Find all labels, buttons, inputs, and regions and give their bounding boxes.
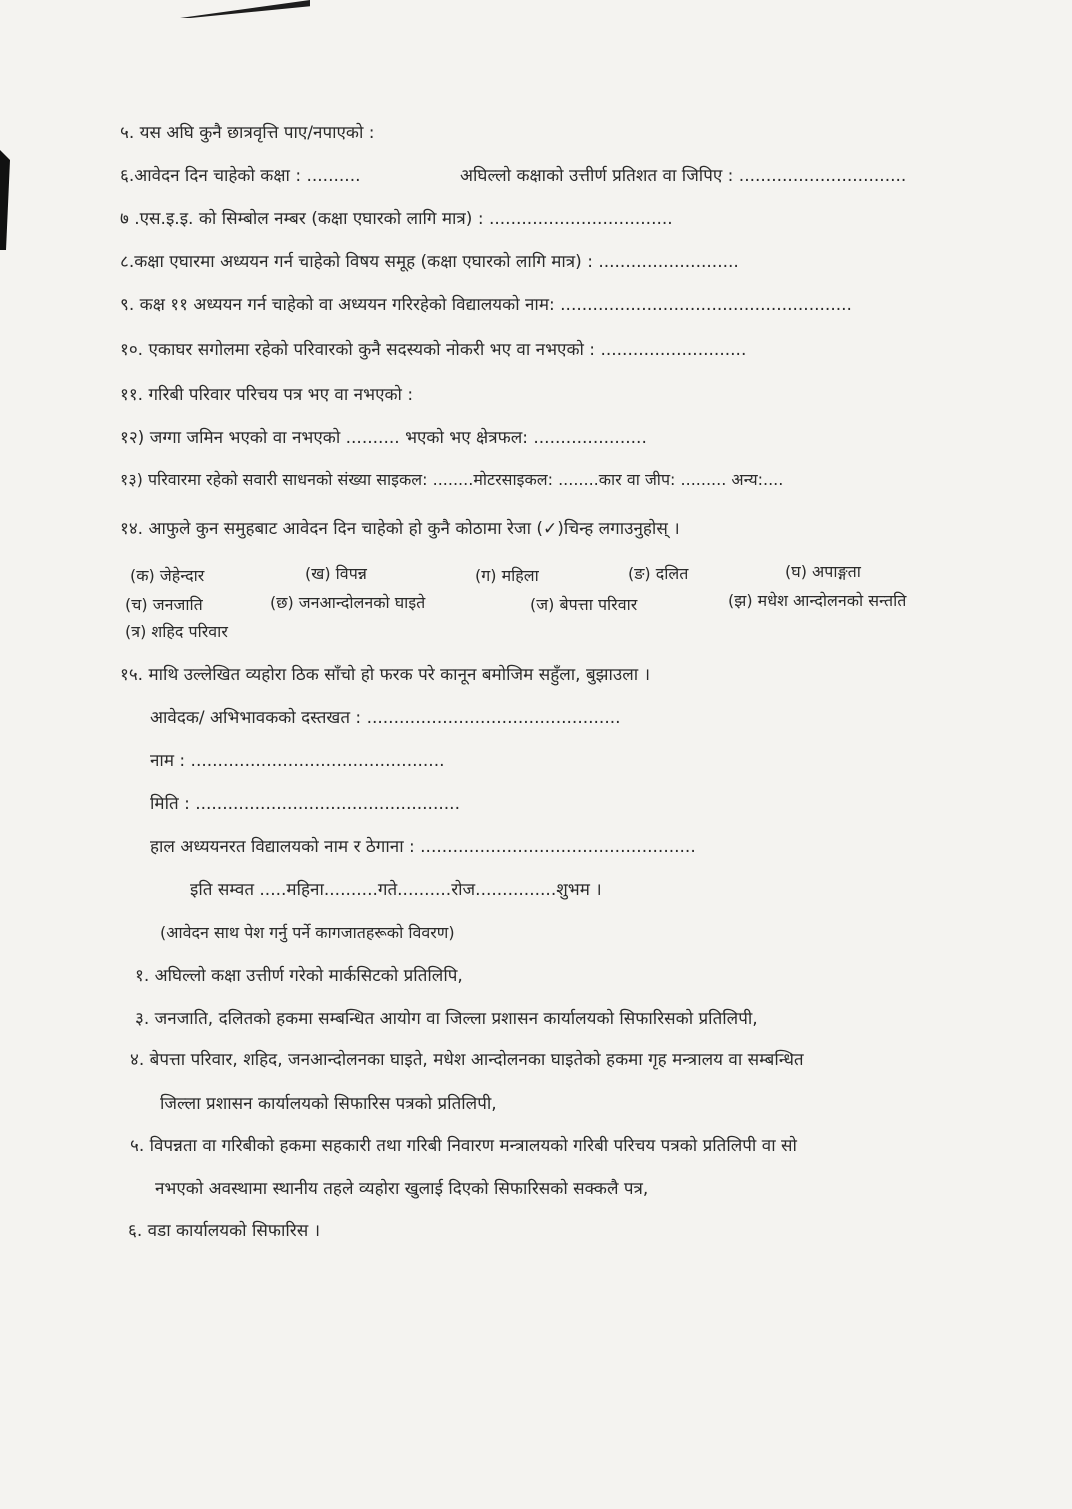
scan-left-edge [0, 150, 10, 250]
school-address-line: हाल अध्ययनरत विद्यालयको नाम र ठेगाना : ................................................... [150, 837, 696, 857]
item-13: १३) परिवारमा रहेको सवारी साधनको संख्या साइकल: ........मोटरसाइकल: ........कार वा जीप: ......... अन्य:.... [120, 470, 784, 489]
item-9: ९. कक्ष ११ अध्ययन गर्न चाहेको वा अध्ययन गरिरहेको विद्यालयको नाम: ...................................................... [120, 295, 852, 315]
documents-heading: (आवेदन साथ पेश गर्नु पर्ने कागजातहरूको विवरण) [160, 923, 455, 942]
name-line: नाम : ............................................... [150, 751, 445, 771]
applicant-signature: आवेदक/ अभिभावकको दस्तखत : ............................................... [150, 708, 621, 728]
item-5: ५. यस अघि कुनै छात्रवृत्ति पाए/नपाएको : [120, 123, 375, 143]
item-10: १०. एकाघर सगोलमा रहेको परिवारको कुनै सदस्यको नोकरी भए वा नभएको : ........................... [120, 340, 747, 360]
group-ka: (क) जेहेन्दार [130, 566, 205, 585]
group-nga: (ङ) दलित [628, 564, 689, 583]
group-jha: (झ) मधेश आन्दोलनको सन्तति [728, 591, 907, 610]
doc-5-line-2: नभएको अवस्थामा स्थानीय तहले व्यहोरा खुलाई दिएको सिफारिसको सक्कलै पत्र, [155, 1179, 649, 1199]
group-gha: (घ) अपाङ्गता [785, 562, 861, 581]
group-tra: (त्र) शहिद परिवार [125, 622, 228, 641]
item-15-declaration: १५. माथि उल्लेखित व्यहोरा ठिक साँचो हो फरक परे कानून बमोजिम सहुँला, बुझाउला । [120, 665, 651, 685]
item-11: ११. गरिबी परिवार परिचय पत्र भए वा नभएको : [120, 385, 414, 405]
doc-3: ३. जनजाति, दलितको हकमा सम्बन्धित आयोग वा जिल्ला प्रशासन कार्यालयको सिफारिसको प्रतिलिपी, [135, 1009, 758, 1029]
item-14: १४. आफुले कुन समुहबाट आवेदन दिन चाहेको हो कुनै कोठामा रेजा (✓)चिन्ह लगाउनुहोस् । [120, 519, 680, 539]
group-chha: (छ) जनआन्दोलनको घाइते [270, 593, 426, 612]
group-ga: (ग) महिला [475, 566, 539, 585]
group-kha: (ख) विपन्न [305, 564, 367, 583]
item-7: ७ .एस.इ.इ. को सिम्बोल नम्बर (कक्षा एघारको लागि मात्र) : .................................. [120, 209, 673, 229]
doc-4-line-1: ४. बेपत्ता परिवार, शहिद, जनआन्दोलनका घाइते, मधेश आन्दोलनका घाइतेको हकमा गृह मन्त्रालय वा सम्बन्धित [130, 1050, 804, 1070]
iti-samvat-line: इति सम्वत .....महिना..........गते..........रोज...............शुभम । [190, 880, 602, 900]
item-6-gpa: अघिल्लो कक्षाको उत्तीर्ण प्रतिशत वा जिपिए : ............................... [460, 166, 907, 186]
item-6-class: ६.आवेदन दिन चाहेको कक्षा : .......... [120, 166, 361, 186]
doc-5-line-1: ५. विपन्नता वा गरिबीको हकमा सहकारी तथा गरिबी निवारण मन्त्रालयको गरिबी परिचय पत्रको प्रतिलिपी वा सो [130, 1136, 797, 1156]
doc-4-line-2: जिल्ला प्रशासन कार्यालयको सिफारिस पत्रको प्रतिलिपी, [160, 1094, 497, 1114]
item-8: ८.कक्षा एघारमा अध्ययन गर्न चाहेको विषय समूह (कक्षा एघारको लागि मात्र) : .......................... [120, 252, 739, 272]
scan-edge-mark [180, 0, 310, 18]
doc-1: १. अघिल्लो कक्षा उत्तीर्ण गरेको मार्कसिटको प्रतिलिपि, [135, 966, 463, 986]
doc-6: ६. वडा कार्यालयको सिफारिस । [128, 1221, 321, 1241]
date-line: मिति : ................................................. [150, 794, 460, 814]
group-cha: (च) जनजाति [125, 595, 203, 614]
group-ja: (ज) बेपत्ता परिवार [530, 595, 638, 614]
item-12: १२) जग्गा जमिन भएको वा नभएको .......... भएको भए क्षेत्रफल: ..................... [120, 428, 647, 448]
